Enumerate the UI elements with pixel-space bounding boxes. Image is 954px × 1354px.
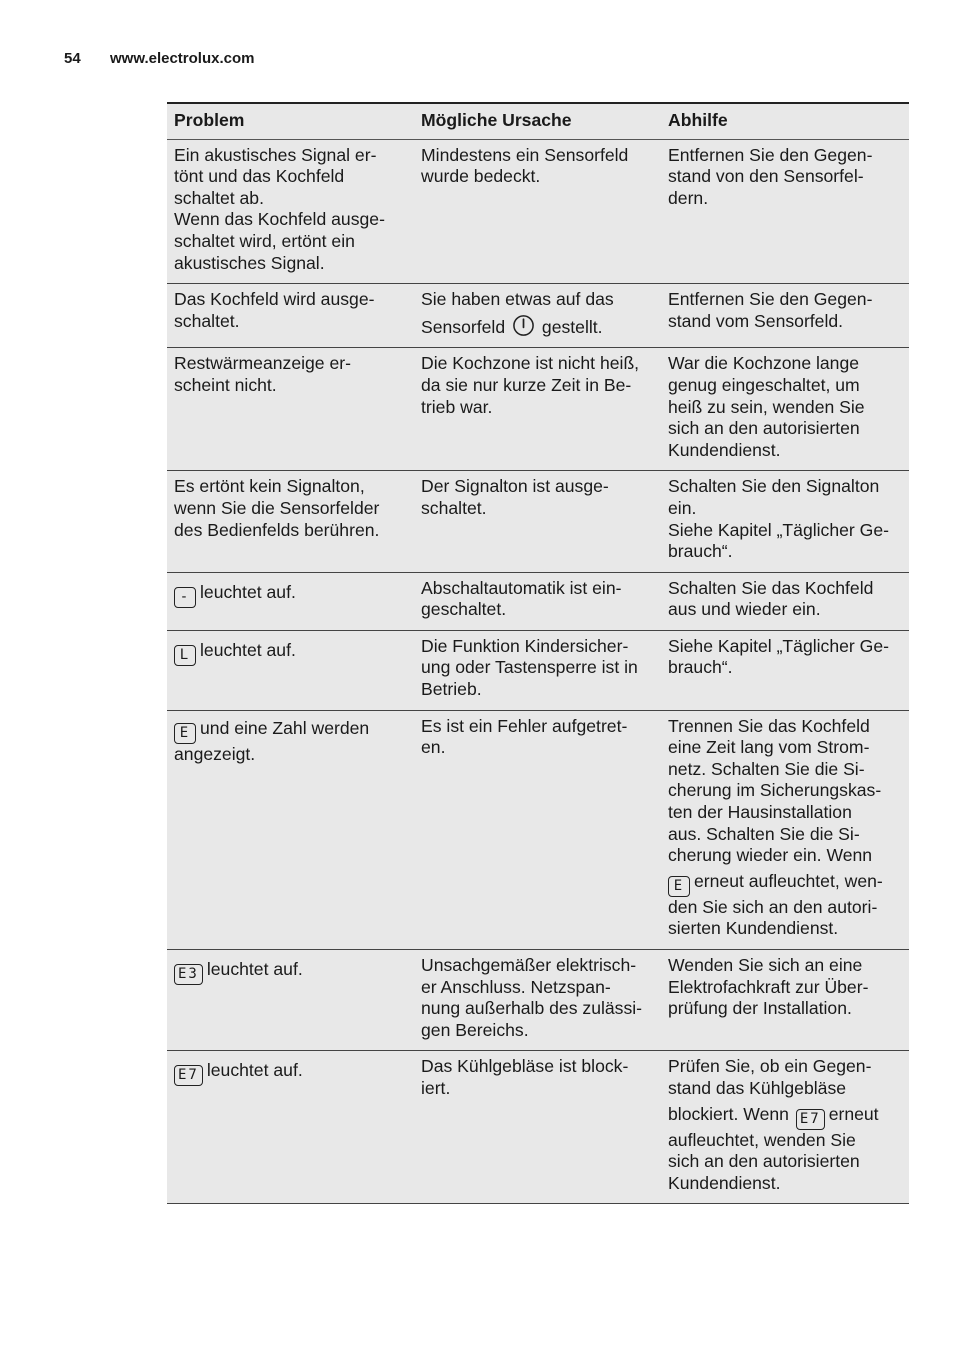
text-fragment: leuchtet auf. [206,1060,303,1081]
text-line: sich an den autorisierten [668,1151,860,1172]
text-line: netz. Schalten Sie die Si- [668,758,865,779]
display-symbol-icon: L [174,645,196,666]
cause-cell [414,471,661,572]
display-symbol-icon: - [174,587,196,608]
text-line [174,718,407,744]
remedy-cell [661,710,909,949]
text-line: Schalten Sie das Kochfeld [668,577,874,598]
text-line: ein. [668,497,697,518]
text-line: Unsachgemäßer elektrisch- [421,955,637,975]
troubleshooting-table [167,102,909,1204]
text-line: stand von den Sensorfel- [668,166,864,187]
text-line: heiß zu sein, wenden Sie [668,396,865,417]
text-line: sich an den autorisierten [668,418,860,439]
text-line: Der Signalton ist ausge- [421,476,609,497]
text-line: Entfernen Sie den Gegen- [668,144,873,165]
column-header-cause: Mögliche Ursache [414,103,661,139]
cause-cell [414,630,661,710]
text-fragment: und eine Zahl werden [200,717,370,738]
text-line: angezeigt. [174,743,256,764]
cause-cell [414,139,661,284]
text-line: schaltet. [421,497,487,518]
text-line: den Sie sich an den autori- [668,896,878,917]
text-line: cherung im Sicherungskas- [668,780,882,801]
cause-cell [414,348,661,471]
text-line: aufleuchtet, wenden Sie [668,1129,856,1150]
text-line: ung oder Tastensperre ist in [421,657,638,678]
text-line [421,314,654,339]
problem-cell [167,1051,414,1204]
cause-cell [414,284,661,348]
text-line: schaltet ab. [174,187,264,208]
display-symbol-icon: E7 [796,1109,825,1130]
problem-cell [167,348,414,471]
text-line [174,1060,407,1086]
text-line: Entfernen Sie den Gegen- [668,289,873,310]
display-symbol-icon: E3 [174,964,203,985]
text-line: ten der Hausinstallation [668,802,852,823]
remedy-cell [661,139,909,284]
text-fragment: erneut [828,1103,879,1124]
text-line: War die Kochzone lange [668,353,860,374]
text-fragment: gestellt. [541,316,603,337]
cause-cell [414,710,661,949]
text-line: Das Kühlgebläse ist block- [421,1056,629,1077]
text-line: Restwärmeanzeige er- [174,353,351,374]
remedy-cell [661,284,909,348]
problem-cell [167,471,414,572]
display-symbol-icon: E7 [174,1065,203,1086]
text-line [668,1104,902,1130]
cause-cell [414,1051,661,1204]
table-row [167,1051,909,1204]
text-line: scheint nicht. [174,374,277,395]
text-line: geschaltet. [421,599,507,620]
text-line: Es ertönt kein Signalton, [174,476,365,497]
text-line [174,582,407,608]
column-header-remedy: Abhilfe [661,103,909,139]
text-line: Abschaltautomatik ist ein- [421,577,622,598]
table-row [167,139,909,284]
text-line: nung außerhalb des zulässi- [421,998,643,1019]
remedy-cell [661,572,909,630]
cause-cell [414,950,661,1051]
page-header [64,50,255,67]
problem-cell [167,572,414,630]
text-line: cherung wieder ein. Wenn [668,845,873,866]
text-line: Wenn das Kochfeld ausge- [174,209,385,230]
text-line: aus. Schalten Sie die Si- [668,823,860,844]
text-line: da sie nur kurze Zeit in Be- [421,374,632,395]
remedy-cell [661,630,909,710]
text-fragment: Sensorfeld [421,316,506,337]
text-line: des Bedienfelds berühren. [174,519,380,540]
text-line: schaltet wird, ertönt ein [174,230,355,251]
text-line: schaltet. [174,310,240,331]
text-line: Das Kochfeld wird ausge- [174,289,375,310]
text-line: dern. [668,187,709,208]
text-line: Es ist ein Fehler aufgetret- [421,715,628,736]
text-line: Betrieb. [421,679,482,700]
text-line: prüfung der Installation. [668,998,852,1019]
text-line: Die Kochzone ist nicht heiß, [421,353,640,374]
table-row [167,950,909,1051]
text-line: Die Funktion Kindersicher- [421,635,629,656]
text-line: aus und wieder ein. [668,599,821,620]
text-line: Elektrofachkraft zur Über- [668,976,869,997]
text-line: Prüfen Sie, ob ein Gegen- [668,1056,872,1077]
remedy-cell [661,348,909,471]
text-line [174,959,407,985]
remedy-cell [661,1051,909,1204]
problem-cell [167,710,414,949]
text-line [174,640,407,666]
table-row [167,630,909,710]
power-icon [512,314,535,337]
text-line: wenn Sie die Sensorfelder [174,497,380,518]
table-row [167,710,909,949]
text-line: gen Bereichs. [421,1019,529,1040]
text-line: en. [421,737,446,758]
text-fragment: leuchtet auf. [200,639,296,660]
table-header-row [167,103,909,139]
text-line: Mindestens ein Sensorfeld [421,144,629,165]
text-line: brauch“. [668,657,733,678]
text-fragment: erneut aufleuchtet, wen- [694,870,883,891]
text-line: Kundendienst. [668,1172,781,1193]
text-line: er Anschluss. Netzspan- [421,976,611,997]
problem-cell [167,284,414,348]
text-line: tönt und das Kochfeld [174,166,345,187]
text-line: Wenden Sie sich an eine [668,955,863,975]
display-symbol-icon: E [174,723,196,744]
problem-cell [167,950,414,1051]
page-number: 54 [64,50,81,67]
text-line: Trennen Sie das Kochfeld [668,715,870,736]
text-line: iert. [421,1077,451,1098]
text-line: stand das Kühlgebläse [668,1077,847,1098]
remedy-cell [661,950,909,1051]
cause-cell [414,572,661,630]
text-line [668,871,902,897]
display-symbol-icon: E [668,876,690,897]
column-header-problem: Problem [167,103,414,139]
text-line: sierten Kundendienst. [668,918,839,939]
text-fragment: leuchtet auf. [200,581,296,602]
remedy-cell [661,471,909,572]
text-line: Ein akustisches Signal er- [174,144,377,165]
text-line: Siehe Kapitel „Täglicher Ge- [668,519,890,540]
text-line: Siehe Kapitel „Täglicher Ge- [668,635,890,656]
text-line: akustisches Signal. [174,252,325,273]
table-row [167,348,909,471]
text-fragment: leuchtet auf. [206,959,303,979]
text-line: Sie haben etwas auf das [421,289,614,310]
text-line: brauch“. [668,541,733,562]
text-line: genug eingeschaltet, um [668,374,860,395]
problem-cell [167,630,414,710]
text-line: wurde bedeckt. [421,166,541,187]
table-row [167,572,909,630]
table-row [167,284,909,348]
problem-cell [167,139,414,284]
text-line: trieb war. [421,396,493,417]
text-line: Kundendienst. [668,439,781,460]
website-url: www.electrolux.com [110,50,255,67]
text-line: Schalten Sie den Signalton [668,476,880,497]
table-row [167,471,909,572]
text-line: stand vom Sensorfeld. [668,310,844,331]
text-line: eine Zeit lang vom Strom- [668,737,870,758]
text-fragment: blockiert. Wenn [668,1103,789,1124]
